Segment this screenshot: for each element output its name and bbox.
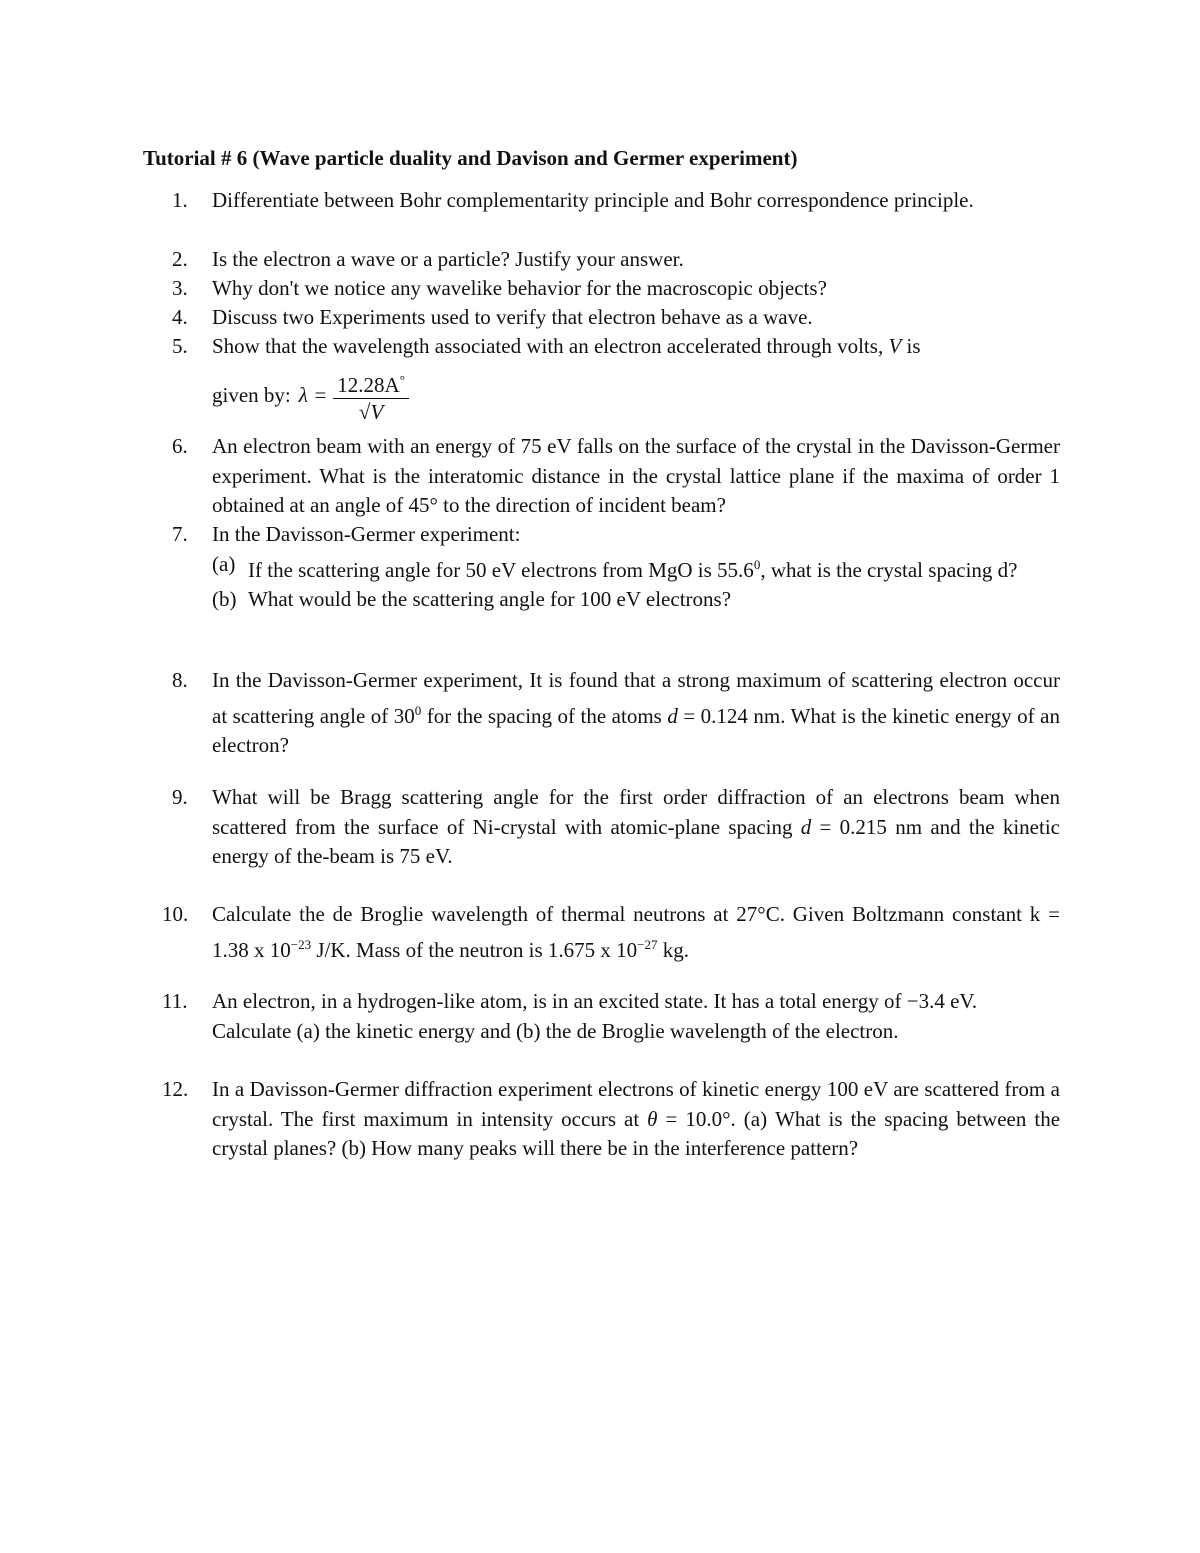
question-number: 4.	[172, 305, 188, 329]
question-text-part: J/K. Mass of the neutron is 1.675 x 10	[311, 937, 638, 962]
subquestion-text: , what is the crystal spacing d?	[760, 557, 1018, 582]
question-10	[162, 900, 1060, 965]
question-number: 8.	[172, 668, 188, 692]
question-number: 7.	[172, 522, 188, 546]
question-text-part: for the spacing of the atoms	[421, 703, 668, 728]
subquestion-b	[212, 585, 1060, 615]
question-2	[172, 245, 1060, 275]
question-number: 12.	[162, 1077, 189, 1101]
variable-d: d	[800, 814, 812, 839]
tutorial-title: Tutorial # 6 (Wave particle duality and Davison and Germer experiment)	[143, 146, 798, 170]
question-text: An electron, in a hydrogen-like atom, is in an excited state. It has a total energy of −3.4 eV. Calculate (a) the kinetic energy and (b) the de Broglie wavelength of the electron.	[212, 989, 978, 1043]
question-text-part: What will be Bragg scattering angle for the first order diffraction of an electrons beam when scattered from the surface of Ni-crystal with atomic-plane spacing	[212, 785, 1060, 839]
question-text	[212, 1075, 1060, 1164]
question-number: 10.	[162, 902, 189, 926]
question-number: 3.	[172, 276, 188, 300]
question-text: Why don't we notice any wavelike behavior for the macroscopic objects?	[212, 276, 827, 300]
question-text: Differentiate between Bohr complementarity principle and Bohr correspondence principle.	[212, 188, 974, 212]
variable-theta: θ	[647, 1106, 658, 1131]
question-text-part: Calculate the de Broglie wavelength of thermal neutrons at 27°C. Given Boltzmann constant k = 1.38 x 10	[212, 902, 1060, 962]
question-text-part: is	[901, 334, 921, 358]
variable-v: V	[888, 334, 902, 358]
question-6	[172, 432, 1060, 521]
sqrt-sign: √	[358, 399, 371, 424]
question-3	[172, 274, 1060, 304]
subquestion-text: If the scattering angle for 50 eV electrons from MgO is 55.6	[248, 557, 754, 582]
question-text-part: = 0.215 nm and the kinetic energy of the-beam is 75 eV.	[212, 814, 1060, 868]
subquestion-label: (a)	[212, 551, 236, 576]
question-text-part: = 0.124 nm. What is the kinetic energy of an electron?	[212, 703, 1060, 757]
question-text-part: kg.	[657, 937, 690, 962]
formula-lambda: λ =	[298, 383, 328, 408]
numerator-text: 12.28A	[337, 372, 400, 397]
denominator-variable: V	[370, 399, 384, 424]
wavelength-formula	[212, 368, 1060, 425]
subquestion-label: (b)	[212, 587, 237, 611]
question-7	[172, 520, 1060, 615]
question-text-part: Show that the wavelength associated with an electron accelerated through volts,	[212, 334, 889, 358]
variable-d: d	[667, 703, 678, 728]
question-text	[212, 666, 1060, 761]
question-9	[172, 783, 1060, 872]
question-5	[172, 332, 1060, 425]
superscript: 0	[753, 556, 761, 572]
question-number: 9.	[172, 785, 188, 809]
question-8	[172, 666, 1060, 761]
question-text: Discuss two Experiments used to verify that electron behave as a wave.	[212, 305, 813, 329]
question-text	[212, 520, 1060, 615]
question-12	[162, 1075, 1061, 1164]
question-11	[162, 987, 1060, 1046]
question-text-part: In the Davisson-Germer experiment:	[212, 522, 521, 546]
question-number: 5.	[172, 334, 188, 358]
question-text: An electron beam with an energy of 75 eV falls on the surface of the crystal in the Davisson-Germer experiment. What is the interatomic distance in the crystal lattice plane if the maxima of order 1 obtained at an angle of 45° to the direction of incident beam?	[212, 434, 1060, 517]
question-text	[212, 900, 1060, 965]
question-4	[172, 303, 1060, 333]
question-text-part: In the Davisson-Germer experiment, It is found that a strong maximum of scattering electron occur at scattering angle of 30	[212, 668, 1060, 728]
formula-fraction	[333, 368, 409, 425]
question-text	[212, 783, 1060, 872]
numerator-degree: °	[399, 371, 405, 387]
superscript: −27	[637, 936, 658, 952]
question-number: 6.	[172, 434, 188, 458]
subquestion-text: What would be the scattering angle for 100 eV electrons?	[248, 587, 732, 611]
formula-denominator	[359, 399, 383, 425]
question-1	[172, 186, 1060, 216]
question-text-part: = 10.0°. (a) What is the spacing between the crystal planes? (b) How many peaks will there be in the interference pattern?	[212, 1106, 1061, 1160]
superscript: 0	[414, 702, 422, 718]
question-text: Is the electron a wave or a particle? Justify your answer.	[212, 247, 684, 271]
formula-given-label: given by:	[212, 383, 291, 408]
question-number: 1.	[172, 188, 188, 212]
question-text	[212, 332, 1060, 425]
question-number: 11.	[162, 989, 188, 1013]
superscript: −23	[290, 936, 312, 952]
subquestion-a	[212, 550, 1060, 586]
formula-numerator	[333, 368, 409, 399]
question-text-part: In a Davisson-Germer diffraction experiment electrons of kinetic energy 100 eV are scattered from a crystal. The first maximum in intensity occurs at	[212, 1077, 1060, 1131]
question-number: 2.	[172, 247, 188, 271]
